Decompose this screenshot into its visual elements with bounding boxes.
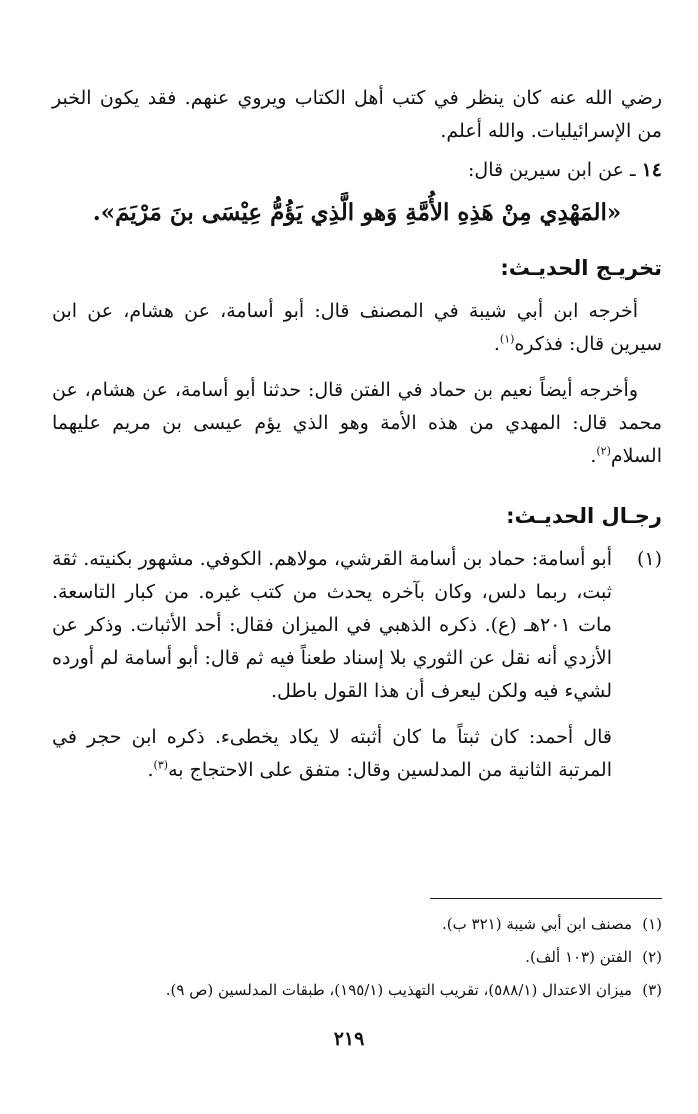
footnote-2	[52, 941, 662, 974]
narrator-item-number: (١)	[636, 548, 662, 570]
footnote-number: (٣)	[642, 981, 662, 999]
footnote-divider	[430, 898, 662, 899]
intro-paragraph: رضي الله عنه كان ينظر في كتب أهل الكتاب ويروي عنهم. فقد يكون الخبر من الإسرائيليات. والله أعلم.	[52, 87, 662, 142]
footnote-number: (١)	[642, 915, 662, 933]
footnotes	[52, 908, 662, 1007]
footnote-text: الفتن (١٠٣ ألف).	[525, 948, 632, 966]
ahmad-text: قال أحمد: كان ثبتاً ما كان أثبته لا يكاد يخطىء. ذكره ابن حجر في المرتبة الثانية من المدلسين وقال: متفق على الاحتجاج به	[52, 726, 612, 781]
takhrij-p1-text: أخرجه ابن أبي شيبة في المصنف قال: أبو أسامة، عن هشام، عن ابن سيرين قال: فذكره	[52, 300, 662, 355]
ahmad-paragraph: قال أحمد: كان ثبتاً ما كان أثبته لا يكاد يخطىء. ذكره ابن حجر في المرتبة الثانية من المدلسين وقال: متفق على الاحتجاج به$^{(٣)}$.	[52, 726, 612, 781]
footnote-ref-1: (١)	[499, 332, 515, 346]
takhrij-p2-text: وأخرجه أيضاً نعيم بن حماد في الفتن قال: حدثنا أبو أسامة، عن هشام، عن محمد قال: المهدي من هذه الأمة وهو الذي يؤم عيسى بن مريم عليهما السلام	[52, 379, 662, 467]
takhrij-paragraph-1: أخرجه ابن أبي شيبة في المصنف قال: أبو أسامة، عن هشام، عن ابن سيرين قال: فذكره$^{(١)}$.	[52, 300, 662, 355]
page-body	[52, 82, 662, 787]
footnote-number: (٢)	[642, 948, 662, 966]
narrator-item-text: أبو أسامة: حماد بن أسامة القرشي، مولاهم. الكوفي. مشهور بكنيته. ثقة ثبت، ربما دلس، وكان بآخره يحدث من كتب غيره. من كبار التاسعة. مات ٢٠١هـ (ع). ذكره الذهبي في الميزان فقال: أحد الأثبات. وذكر عن الأزدي أنه نقل عن الثوري بلا إسناد طعناً فيه ثم قال: أبو أسامة لم أورده لشيء فيه ولكن ليعرف أن هذا القول باطل.	[52, 548, 612, 702]
rijal-heading: رجـال الحديـث:	[506, 504, 662, 528]
page-number: ٢١٩	[333, 1028, 365, 1050]
footnote-1	[52, 908, 662, 941]
footnote-3	[52, 974, 662, 1007]
takhrij-paragraph-2: وأخرجه أيضاً نعيم بن حماد في الفتن قال: حدثنا أبو أسامة، عن هشام، عن محمد قال: المهدي من هذه الأمة وهو الذي يؤم عيسى بن مريم عليهما السلام$^{(٢)}$.	[52, 379, 662, 467]
takhrij-heading: تخريـج الحديـث:	[500, 256, 662, 280]
hadith-text: «المَهْدِي مِنْ هَذِهِ الأُمَّةِ وَهو الَّذِي يَؤُمُّ عِيْسَى بنَ مَرْيَمَ».	[92, 199, 622, 226]
footnote-ref-2: (٢)	[596, 444, 611, 458]
footnote-ref-3: (٣)	[153, 758, 169, 772]
footnote-text: ميزان الاعتدال (٥٨٨/١)، تقريب التهذيب (١٩٥/١)، طبقات المدلسين (ص ٩).	[165, 981, 632, 999]
hadith-number: ١٤	[641, 159, 662, 181]
hadith-intro-text: عن ابن سيرين قال:	[468, 159, 624, 181]
narrator-item-1	[52, 543, 662, 708]
hadith-intro: ١٤ ـ عن ابن سيرين قال:	[468, 159, 662, 181]
footnote-text: مصنف ابن أبي شيبة (٣٢١ ب).	[442, 915, 632, 933]
